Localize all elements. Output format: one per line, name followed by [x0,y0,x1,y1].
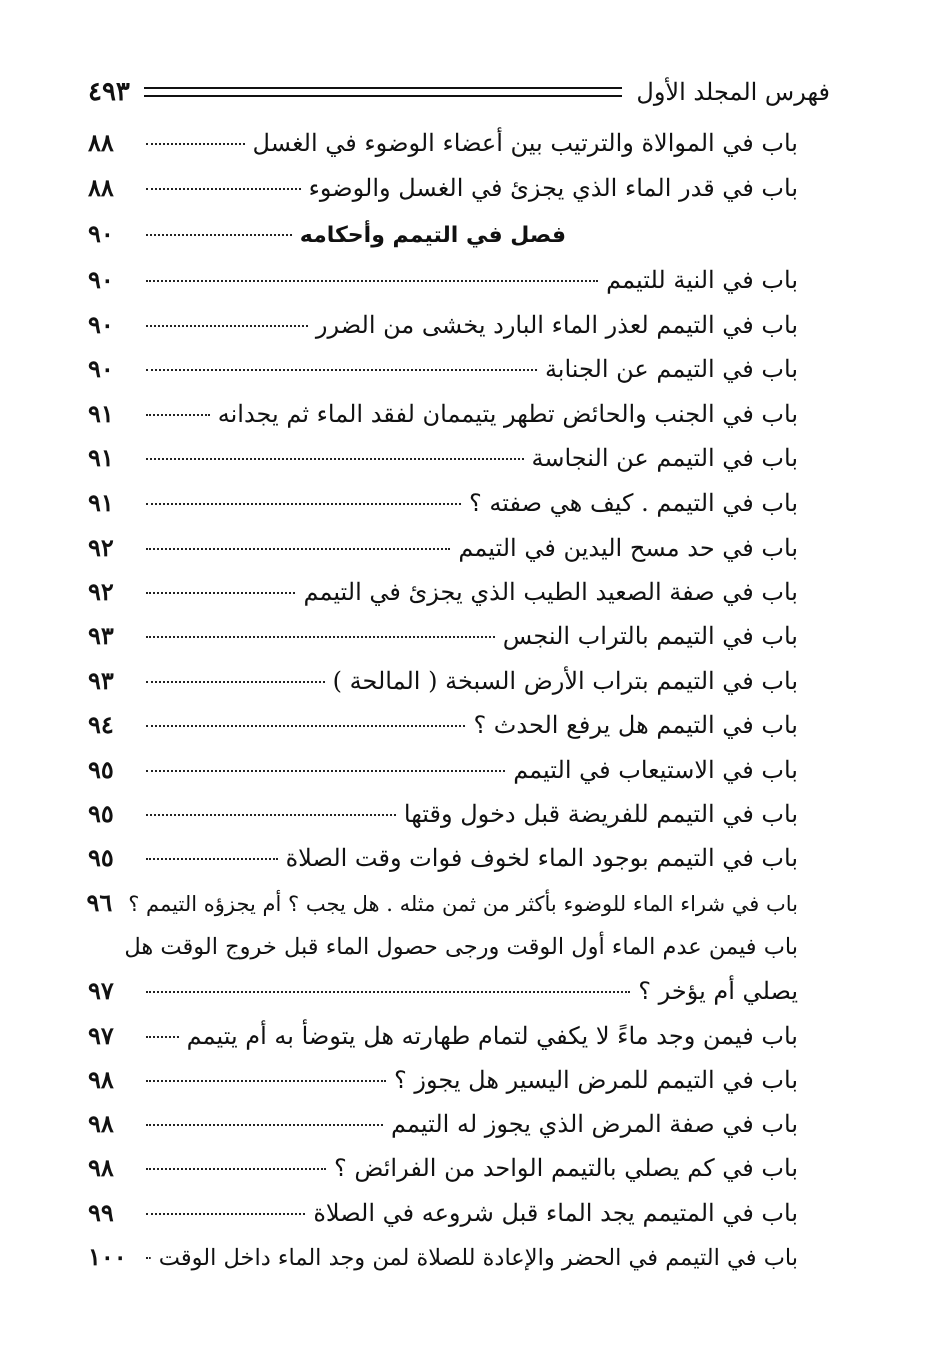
entry-page: ٩٢ [88,577,114,606]
dot-leader [146,188,301,190]
toc-entry [88,887,798,920]
dot-leader [146,280,598,282]
toc-entry [88,309,798,341]
entry-page: ٩٠ [88,219,114,248]
entry-page: ٩٥ [88,755,114,784]
entry-page: ٩٣ [88,621,114,650]
entry-title: باب في الاستيعاب في التيمم [513,756,798,784]
toc-entry [88,532,798,564]
dot-leader [146,1168,326,1170]
entry-page: ٩٧ [88,976,114,1005]
dot-leader [146,725,465,727]
toc-entry [88,353,798,385]
entry-page: ٩١ [88,443,114,472]
toc-entry [88,842,798,874]
page-number: ٤٩٣ [88,77,130,107]
header-rule [144,87,622,97]
toc-section-heading [88,218,798,252]
entry-page: ٩٠ [88,265,114,294]
dot-leader [146,369,537,371]
toc-entry [88,754,798,786]
dot-leader [146,1213,305,1215]
toc-entry [88,620,798,652]
entry-title: باب في التيمم للفريضة قبل دخول وقتها [403,800,798,828]
entry-page: ٩١ [88,488,114,517]
entry-page: ٨٨ [88,173,114,202]
entry-page: ٩٦ [86,888,113,917]
entry-title: باب فيمن وجد ماءً لا يكفي لتمام طهارته هل يتوضأ به أم يتيمم [186,1022,798,1050]
entry-page: ٩١ [88,399,114,428]
dot-leader [146,1036,179,1038]
entry-page: ٨٨ [88,128,114,157]
entry-page: ٩٠ [88,354,114,383]
dot-leader [146,1124,383,1126]
entry-title: باب في المتيمم يجد الماء قبل شروعه في الصلاة [313,1199,798,1227]
entry-title: باب في قدر الماء الذي يجزئ في الغسل والوضوء [308,174,798,202]
entry-page: ٩٩ [88,1198,114,1227]
entry-page: ٩٥ [88,799,114,828]
toc-entry [88,576,798,608]
toc-entry [88,127,798,159]
toc-entry [88,1108,798,1140]
toc-entry [88,798,798,830]
entry-title: باب في النية للتيمم [606,266,798,294]
toc-entry [88,1064,798,1096]
entry-page: ٩٨ [88,1109,114,1138]
entry-title: باب في التيمم بتراب الأرض السبخة ( المالحة ) [332,667,798,695]
entry-page: ٩٢ [88,533,114,562]
entry-title: باب في صفة الصعيد الطيب الذي يجزئ في التيمم [303,578,798,606]
running-title: فهرس المجلد الأول [636,78,830,106]
toc-entry [88,264,798,296]
dot-leader [146,548,450,550]
dot-leader [146,858,278,860]
toc-entry [88,442,798,474]
entry-title: باب في شراء الماء للوضوء بأكثر من ثمن مثله . هل يجب ؟ أم يجزؤه التيمم ؟ [128,892,798,916]
toc-entry [88,1197,798,1229]
toc-entry [88,665,798,697]
entry-page: ٩٣ [88,666,114,695]
entry-title: باب في التيمم عن النجاسة [531,444,798,472]
entry-page: ٩٨ [88,1065,114,1094]
entry-title: باب في الموالاة والترتيب بين أعضاء الوضوء في الغسل [252,129,798,157]
toc-entry [88,1241,798,1274]
entry-title: يصلي أم يؤخر ؟ [638,977,798,1005]
toc-entry [88,487,798,519]
toc-entry [88,709,798,741]
entry-title: باب في كم يصلي بالتيمم الواحد من الفرائض ؟ [333,1154,798,1182]
entry-page: ٩٧ [88,1021,114,1050]
dot-leader [146,991,630,993]
entry-title: باب في التيمم عن الجنابة [544,355,798,383]
section-title: فصل في التيمم وأحكامه [299,223,566,248]
dot-leader [146,325,308,327]
entry-title: باب في التيمم في الحضر والإعادة للصلاة لمن وجد الماء داخل الوقت [158,1245,798,1271]
dot-leader [146,414,210,416]
entry-page: ٩٥ [88,843,114,872]
entry-title: باب في حد مسح اليدين في التيمم [458,534,798,562]
toc-entry [88,172,798,204]
entry-page: ٩٤ [88,710,114,739]
entry-title: باب في التيمم لعذر الماء البارد يخشى من الضرر [315,311,798,339]
entry-title: باب في صفة المرض الذي يجوز له التيمم [391,1110,798,1138]
entry-title: باب في التيمم هل يرفع الحدث ؟ [473,711,798,739]
toc-entry [88,1020,798,1052]
entry-title: باب في التيمم بوجود الماء لخوف فوات وقت الصلاة [285,844,798,872]
dot-leader [146,234,292,236]
entry-page: ٩٨ [88,1153,114,1182]
dot-leader [146,458,524,460]
dot-leader [146,143,245,145]
page-header [88,72,830,112]
dot-leader [146,636,495,638]
entry-page: ١٠٠ [88,1242,127,1271]
entry-title: باب في التيمم بالتراب النجس [502,622,798,650]
entry-title-line1: باب فيمن عدم الماء أول الوقت ورجى حصول الماء قبل خروج الوقت هل [124,934,798,960]
entry-title: باب في التيمم للمرض اليسير هل يجوز ؟ [393,1066,798,1094]
dot-leader [146,681,325,683]
toc-entry [88,398,798,430]
dot-leader [146,592,295,594]
entry-page: ٩٠ [88,310,114,339]
dot-leader [146,1080,386,1082]
dot-leader [146,770,505,772]
dot-leader [146,503,461,505]
dot-leader [146,814,396,816]
entry-title: باب في الجنب والحائض تطهر يتيممان لفقد الماء ثم يجدانه [217,400,798,428]
dot-leader [146,1257,151,1259]
toc-entry [88,975,798,1007]
entry-title: باب في التيمم . كيف هي صفته ؟ [469,489,798,517]
toc-entry [88,1152,798,1184]
